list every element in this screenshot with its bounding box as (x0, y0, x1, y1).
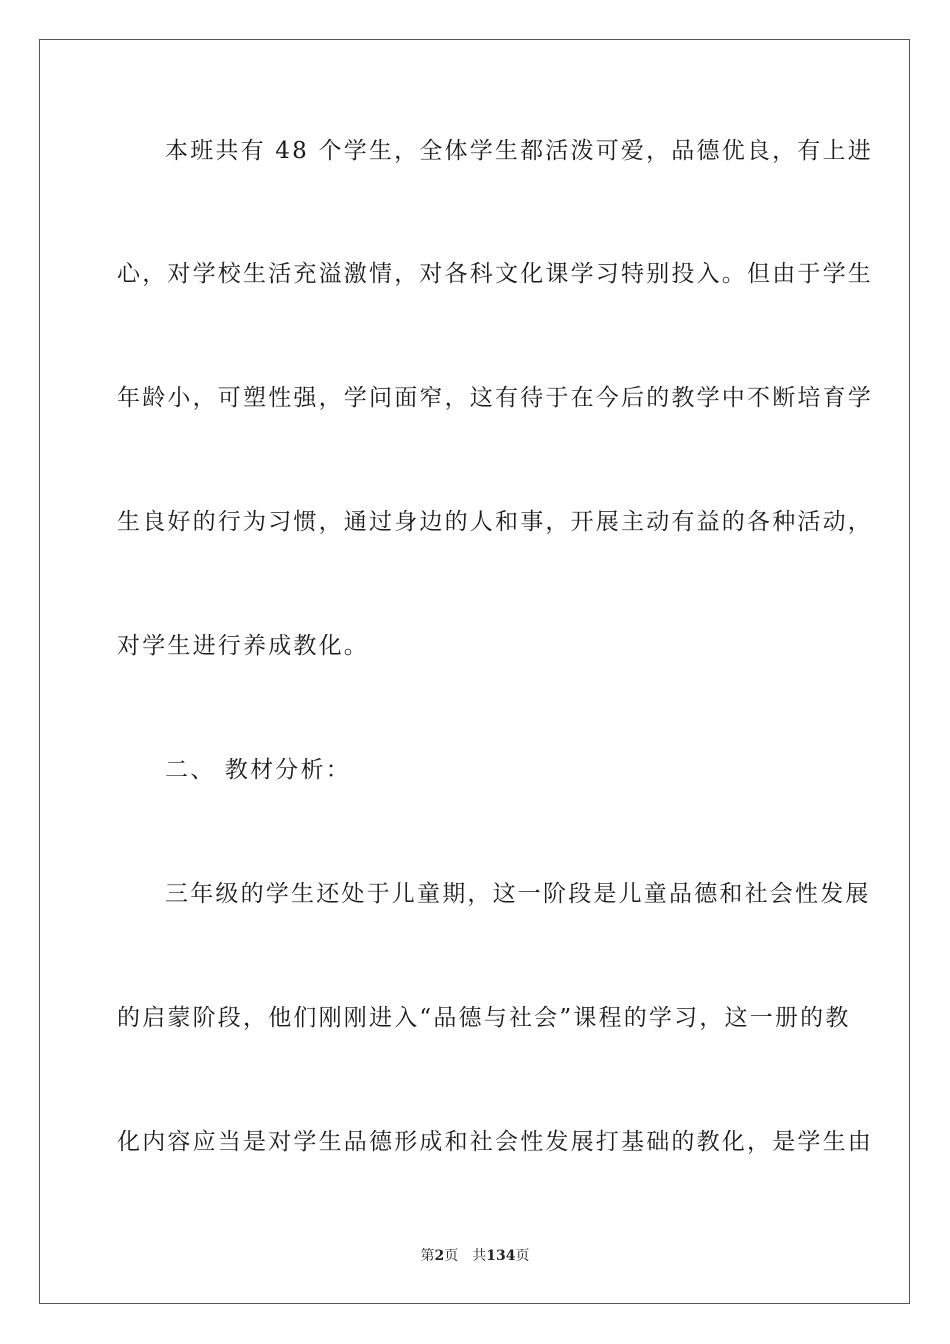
paragraph-line: 对学生进行养成教化。 (117, 633, 369, 659)
page-prefix: 第 (420, 1248, 435, 1264)
paragraph-line: 本班共有 48 个学生，全体学生都活泼可爱，品德优良，有上进 (165, 138, 873, 164)
page-number: 2 (434, 1248, 445, 1264)
page-footer (0, 1247, 950, 1265)
total-suffix: 页 (515, 1248, 530, 1264)
paragraph-line: 生良好的行为习惯，通过身边的人和事，开展主动有益的各种活动， (117, 509, 873, 535)
paragraph-line: 化内容应当是对学生品德形成和社会性发展打基础的教化，是学生由 (117, 1129, 873, 1155)
total-pages: 134 (486, 1248, 516, 1264)
paragraph-line: 三年级的学生还处于儿童期，这一阶段是儿童品德和社会性发展 (165, 881, 871, 907)
total-prefix: 共 (472, 1248, 487, 1264)
paragraph-line: 年龄小，可塑性强，学问面窄，这有待于在今后的教学中不断培育学 (117, 385, 873, 411)
paragraph-line: 心，对学校生活充溢激情，对各科文化课学习特别投入。但由于学生 (117, 261, 873, 287)
section-heading: 二、 教材分析： (165, 757, 351, 783)
paragraph-line: 的启蒙阶段，他们刚刚进入“品德与社会”课程的学习，这一册的教 (117, 1005, 851, 1031)
page-suffix: 页 (444, 1248, 459, 1264)
page-border (39, 39, 910, 1304)
